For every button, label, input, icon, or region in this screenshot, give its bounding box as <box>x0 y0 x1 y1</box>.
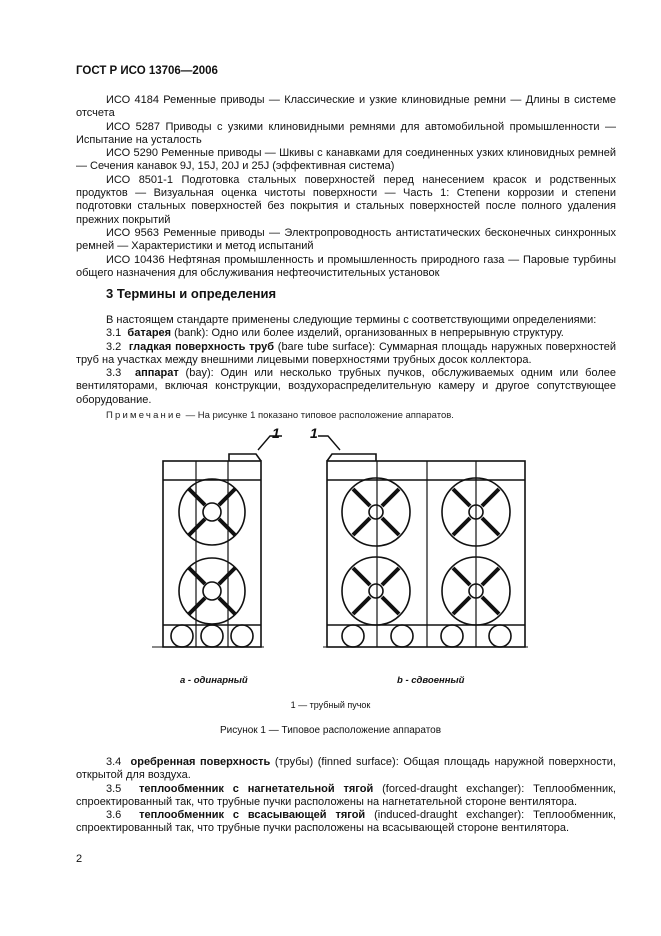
term-number: 3.1 <box>106 327 122 340</box>
section-intro: В настоящем стандарте применены следующие термины с соответствующими определениями: <box>106 314 597 326</box>
term-name: оребренная поверхность <box>130 756 271 768</box>
tube-bundle-top <box>327 454 376 461</box>
motor-circle <box>489 625 511 647</box>
page-number: 2 <box>76 853 83 865</box>
reference-item: ИСО 5287 Приводы с узкими клиновидными ремнями для автомобильной промышленности — Испытание на усталость <box>76 120 616 146</box>
term-text: (bare tube surface): Суммарная площадь наружных поверхностей труб на участках между внешними лицевыми поверхностями трубных досок коллектора. <box>76 340 616 366</box>
bay-outline <box>163 461 261 647</box>
term-number: 3.4 <box>106 756 122 768</box>
motor-circle <box>201 625 223 647</box>
double-bay-diagram <box>323 454 528 647</box>
note-text: — На рисунке 1 показано типовое расположение аппаратов. <box>183 410 454 421</box>
fan-circle <box>179 479 245 545</box>
reference-item: ИСО 10436 Нефтяная промышленность и промышленность природного газа — Паровые турбины общего назначения для обслуживания нефтеочистительных установок <box>76 253 616 279</box>
figure-1-diagram <box>130 426 550 696</box>
term-number: 3.6 <box>106 809 122 822</box>
term-number: 3.2 <box>106 340 122 353</box>
document-header: ГОСТ Р ИСО 13706—2006 <box>76 65 218 77</box>
callout-leader <box>318 436 340 450</box>
fan-circle <box>342 478 410 546</box>
tube-bundle-top <box>229 454 261 461</box>
term-definition <box>76 756 616 783</box>
term-text: (bay): Один или несколько трубных пучков, обслуживаемых одним или более вентиляторами, включая конструкции, воздухораспределительную камеру и другое сопутствующее оборудование. <box>76 367 616 406</box>
term-definition <box>76 327 616 340</box>
normative-references <box>76 94 616 280</box>
motor-circle <box>342 625 364 647</box>
section-title: 3 Термины и определения <box>106 286 277 301</box>
reference-item: ИСО 5290 Ременные приводы — Шкивы с канавками для соединенных узких клиновидных ремней — Сечения канавок 9J, 15J, 20J и 25J (эффективная система) <box>76 147 616 173</box>
fan-circle <box>179 558 245 624</box>
term-definition <box>76 783 616 810</box>
term-text: (bank): Одно или более изделий, организованных в непрерывную структуру. <box>171 327 564 340</box>
reference-item: ИСО 9563 Ременные приводы — Электропроводность антистатических бесконечных синхронных ремней — Характеристики и метод испытаний <box>76 226 616 253</box>
callout-number: 1 <box>310 426 318 441</box>
figure-label-b: b - сдвоенный <box>397 675 465 686</box>
figure-legend: 1 — трубный пучок <box>290 700 371 710</box>
figure-note <box>106 410 454 421</box>
figure-label-a: a - одинарный <box>180 675 248 686</box>
figure-caption: Рисунок 1 — Типовое расположение аппаратов <box>219 725 442 736</box>
terms-block-2 <box>76 756 616 836</box>
callout-number: 1 <box>272 426 280 441</box>
reference-item: ИСО 4184 Ременные приводы — Классические и узкие клиновидные ремни — Длины в системе отсчета <box>76 94 616 120</box>
term-name: теплообменник с всасывающей тягой <box>139 809 366 822</box>
reference-item: ИСО 8501-1 Подготовка стальных поверхностей перед нанесением красок и родственных продуктов — Визуальная оценка чистоты поверхности — Часть 1: Степени коррозии и степени подготовки стальных поверхностей без покрытия и стальных поверхностей после полного удаления прежних покрытий <box>76 173 616 226</box>
term-number: 3.3 <box>106 367 122 380</box>
term-text: (induced-draught exchanger): Теплообменник, спроектированный так, что трубные пучки расположены на всасывающей стороне вентилятора. <box>76 809 616 835</box>
term-definition <box>76 809 616 836</box>
term-name: батарея <box>127 327 172 340</box>
single-bay-diagram <box>152 454 264 647</box>
motor-circle <box>441 625 463 647</box>
motor-circle <box>231 625 253 647</box>
motor-circle <box>391 625 413 647</box>
term-name: аппарат <box>134 367 179 380</box>
fan-circle <box>342 557 410 625</box>
term-name: теплообменник с нагнетательной тягой <box>139 782 374 795</box>
term-definition <box>76 367 616 407</box>
term-text: (forced-draught exchanger): Теплообменник, спроектированный так, что трубные пучки расположены на нагнетательной стороне вентилятора. <box>76 782 616 808</box>
term-definition <box>76 341 616 368</box>
motor-circle <box>171 625 193 647</box>
terms-block-1 <box>76 314 616 407</box>
term-number: 3.5 <box>106 782 122 795</box>
note-label: Примечание <box>106 410 183 421</box>
term-name: гладкая поверхность труб <box>128 340 274 353</box>
term-text: (трубы) (finned surface): Общая площадь наружной поверхности, открытой для воздуха. <box>76 756 616 782</box>
